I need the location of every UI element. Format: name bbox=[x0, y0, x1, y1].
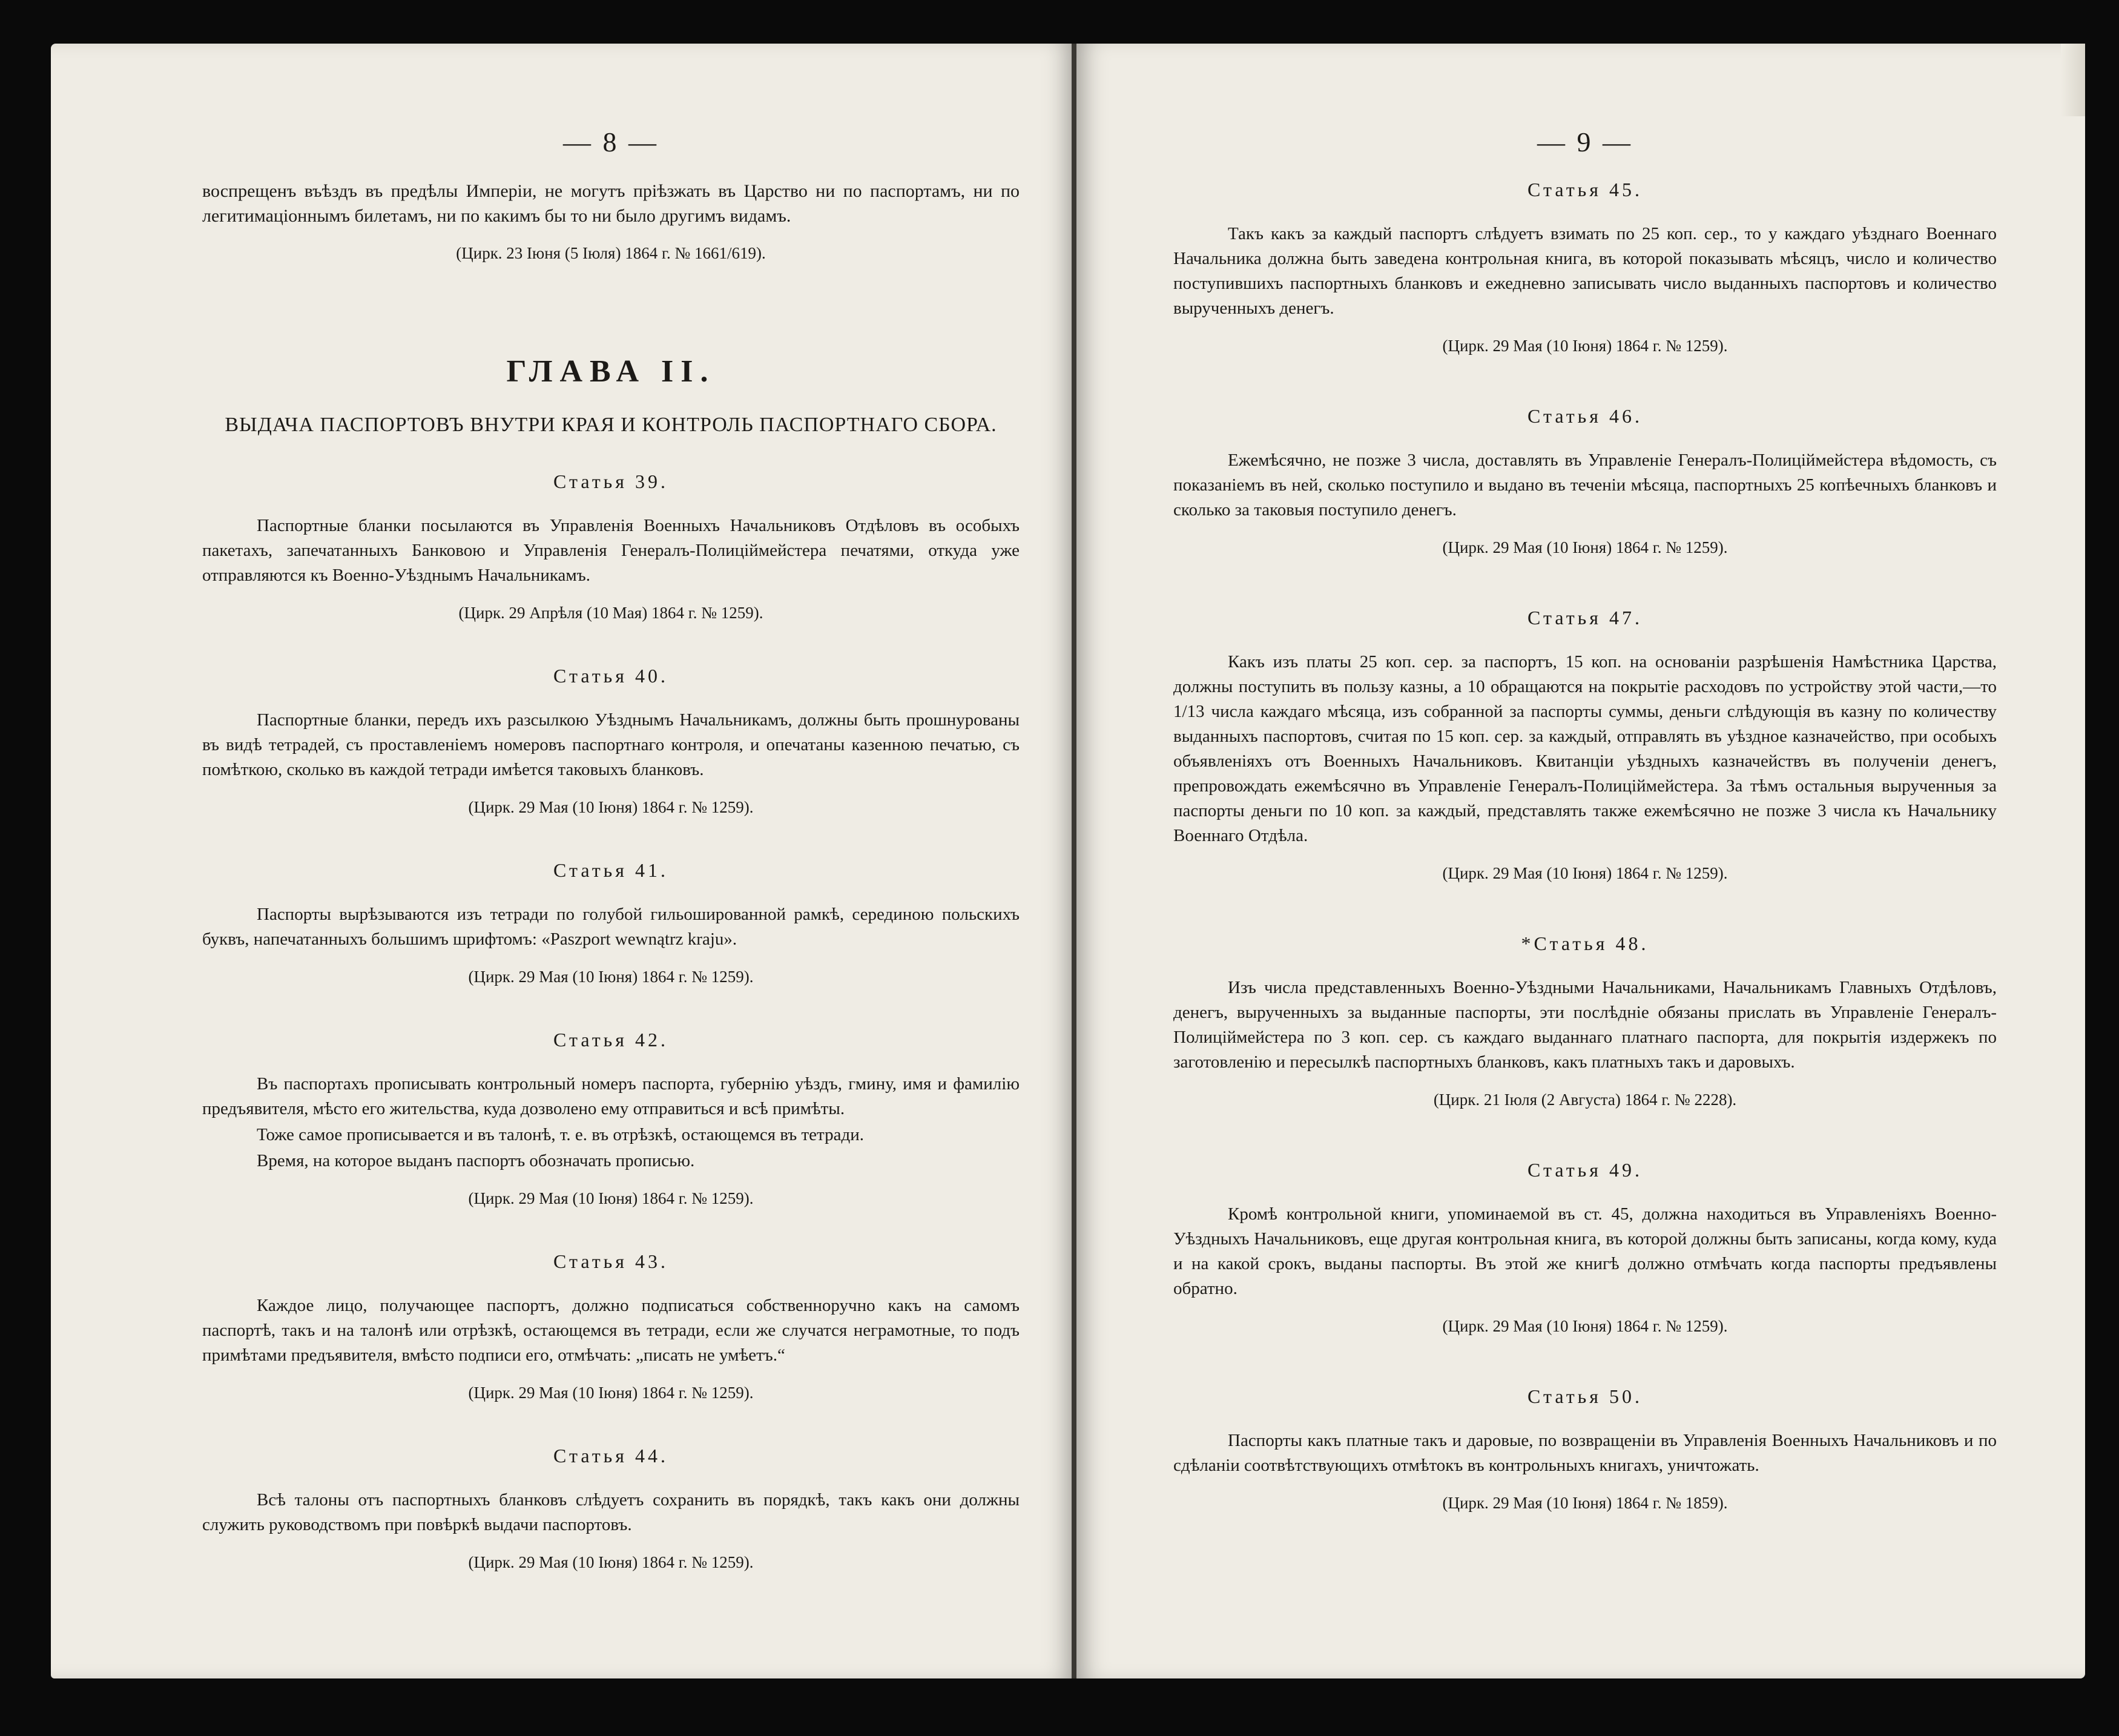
article bbox=[1173, 405, 1997, 557]
citation: (Цирк. 29 Мая (10 Іюня) 1864 г. № 1259). bbox=[1442, 864, 1728, 882]
article-paragraph: Кромѣ контрольной книги, упоминаемой въ ст. 45, должна находиться въ Управленіяхъ Военно-Уѣздныхъ Начальниковъ, еще другая контрольная книга, въ которой должны быть записаны, когда кому, куда и на какой срокъ, выданы паспорты. Въ этой же книгѣ должно отмѣчать когда паспорты предъявлены обратно. bbox=[1173, 1204, 1997, 1298]
article-title: Статья 49. bbox=[1527, 1159, 1643, 1181]
article-title: Статья 46. bbox=[1527, 405, 1643, 427]
article-paragraph: Паспортные бланки, передъ ихъ разсылкою Уѣзднымъ Начальникамъ, должны быть прошнурованы въ видѣ тетрадей, съ проставленіемъ номеровъ паспортнаго контроля, и опечатаны казенною печатью, съ помѣткою, сколько въ каждой тетради имѣется таковыхъ бланковъ. bbox=[202, 710, 1020, 779]
citation: (Цирк. 29 Мая (10 Іюня) 1864 г. № 1259). bbox=[468, 968, 754, 986]
article-paragraph: Всѣ талоны отъ паспортныхъ бланковъ слѣдуетъ сохранить въ порядкѣ, такъ какъ они должны служить руководствомъ при повѣркѣ выдачи паспортовъ. bbox=[202, 1490, 1020, 1534]
article bbox=[202, 470, 1020, 622]
article-paragraph: Паспортные бланки посылаются въ Управленія Военныхъ Начальниковъ Отдѣловъ въ особыхъ пакетахъ, запечатанныхъ Банковою и Управленія Генералъ-Полицiймейстера печатями, откуда уже отправляются къ Военно-Уѣзднымъ Начальникамъ. bbox=[202, 516, 1020, 585]
article-title: Статья 39. bbox=[553, 470, 668, 492]
article-paragraph: Ежемѣсячно, не позже 3 числа, доставлять въ Управленіе Генералъ-Полицiймейстера вѣдомость, съ показаніемъ въ ней, сколько поступило и выдано въ теченіи мѣсяца, паспортныхъ 25 копѣечныхъ бланковъ и сколько за таковыя поступило денегъ. bbox=[1173, 451, 1997, 520]
citation: (Цирк. 29 Мая (10 Іюня) 1864 г. № 1259). bbox=[468, 1553, 754, 1571]
article-paragraph: Такъ какъ за каждый паспортъ слѣдуетъ взимать по 25 коп. сер., то у каждаго уѣзднаго Военнаго Начальника должна быть заведена контрольная книга, въ которой показывать мѣсяцъ, число и количество поступившихъ паспортныхъ бланковъ и ежедневно записывать число выданныхъ паспортовъ и количество вырученныхъ денегъ. bbox=[1173, 224, 1997, 318]
article bbox=[1173, 1159, 1997, 1336]
article-paragraph: Какъ изъ платы 25 коп. сер. за паспортъ, 15 коп. на основаніи разрѣшенія Намѣстника Царства, должны поступить въ пользу казны, а 10 обращаются на покрытіе расходовъ по устройству этой части,—то 1/13 числа каждаго мѣсяца, изъ собранной за паспорты суммы, деньги слѣдующія въ казну по количеству выданныхъ паспортовъ, считая по 15 коп. сер. за каждый, отправлять въ уѣздное казначейство, при особыхъ объявленіяхъ отъ Военныхъ Начальниковъ. Квитанціи уѣздныхъ казначействъ въ полученіи денегъ, препровождать ежемѣсячно въ Управленіе Генералъ-Полицiймейстера. За тѣмъ остальныя вырученныя за паспорты деньги по 10 коп. за каждый, представлять также ежемѣсячно не позже 3 числа къ Начальнику Военнаго Отдѣла. bbox=[1173, 652, 1997, 845]
page-number: — 9 — bbox=[1537, 127, 1633, 157]
citation: (Цирк. 29 Мая (10 Іюня) 1864 г. № 1259). bbox=[1442, 1317, 1728, 1335]
article bbox=[202, 1445, 1020, 1572]
citation: (Цирк. 21 Іюля (2 Августа) 1864 г. № 2228). bbox=[1433, 1091, 1737, 1109]
left-page-column bbox=[202, 126, 1020, 1614]
article bbox=[1173, 932, 1997, 1109]
article bbox=[202, 1250, 1020, 1402]
article bbox=[1173, 1385, 1997, 1513]
citation: (Цирк. 29 Мая (10 Іюня) 1864 г. № 1259). bbox=[1442, 337, 1728, 355]
article-paragraph: Изъ числа представленныхъ Военно-Уѣздными Начальниками, Начальникамъ Главныхъ Отдѣловъ, денегъ, вырученныхъ за выданные паспорты, эти послѣдніе обязаны прислать въ Управленіе Генералъ-Полицiймейстера по 3 коп. сер. съ каждаго выданнаго платнаго паспорта, для покрытія издержекъ по заготовленію и пересылкѣ паспортныхъ бланковъ, какъ платныхъ такъ и даровыхъ. bbox=[1173, 978, 1997, 1072]
right-page-column bbox=[1173, 126, 1997, 1562]
article-title: Статья 43. bbox=[553, 1250, 668, 1272]
citation: (Цирк. 29 Мая (10 Іюня) 1864 г. № 1259). bbox=[468, 1189, 754, 1207]
article-paragraph: Паспорты вырѣзываются изъ тетради по голубой гильошированной рамкѣ, серединою польскихъ буквъ, напечатанныхъ большимъ шрифтомъ: «Paszport wewnątrz kraju». bbox=[202, 905, 1020, 949]
right-page bbox=[1076, 44, 2085, 1678]
article-paragraph: Каждое лицо, получающее паспортъ, должно подписаться собственноручно какъ на самомъ паспортѣ, такъ и на талонѣ или отрѣзкѣ, остающемся въ тетради, если же случатся неграмотные, то подъ примѣтами предъявителя, вмѣсто подписи его, отмѣчать: „писать не умѣетъ.“ bbox=[202, 1296, 1020, 1365]
article-paragraph: Тоже самое прописывается и въ талонѣ, т. е. въ отрѣзкѣ, остающемся въ тетради. bbox=[257, 1125, 864, 1144]
left-page bbox=[51, 44, 1074, 1678]
continuation-text: воспрещенъ въѣздъ въ предѣлы Имперіи, не могутъ пріѣзжать въ Царство ни по паспортамъ, ни по легитимаціоннымъ билетамъ, ни по какимъ бы то ни было другимъ видамъ. bbox=[202, 181, 1020, 226]
article-title: Статья 45. bbox=[1527, 179, 1643, 200]
article bbox=[1173, 179, 1997, 355]
article-title: Статья 50. bbox=[1527, 1385, 1643, 1407]
citation: (Цирк. 29 Апрѣля (10 Мая) 1864 г. № 1259). bbox=[458, 604, 763, 622]
citation: (Цирк. 29 Мая (10 Іюня) 1864 г. № 1259). bbox=[468, 1384, 754, 1402]
article-title: Статья 44. bbox=[553, 1445, 668, 1467]
article bbox=[202, 1029, 1020, 1208]
article-title: Статья 47. bbox=[1527, 607, 1643, 629]
article bbox=[202, 859, 1020, 986]
article-title: Статья 41. bbox=[553, 859, 668, 881]
page-number: — 8 — bbox=[563, 127, 659, 157]
article bbox=[202, 665, 1020, 817]
article-paragraph: Паспорты какъ платные такъ и даровые, по возвращеніи въ Управленія Военныхъ Начальниковъ и по сдѣланіи соотвѣтствующихъ отмѣтокъ въ контрольныхъ книгахъ, уничтожать. bbox=[1173, 1431, 1997, 1475]
article bbox=[1173, 607, 1997, 883]
citation: (Цирк. 29 Мая (10 Іюня) 1864 г. № 1859). bbox=[1442, 1494, 1728, 1512]
citation: (Цирк. 29 Мая (10 Іюня) 1864 г. № 1259). bbox=[468, 798, 754, 816]
citation: (Цирк. 29 Мая (10 Іюня) 1864 г. № 1259). bbox=[1442, 538, 1728, 556]
article-title: Статья 42. bbox=[553, 1029, 668, 1051]
citation: (Цирк. 23 Іюня (5 Іюля) 1864 г. № 1661/619). bbox=[456, 244, 766, 262]
article-paragraph: Въ паспортахъ прописывать контрольный номеръ паспорта, губернію уѣздъ, гмину, имя и фамилію предъявителя, мѣсто его жительства, куда дозволено ему отправиться и всѣ примѣты. bbox=[202, 1074, 1020, 1118]
page-corner bbox=[2061, 44, 2085, 116]
chapter-title: ГЛАВА II. bbox=[506, 354, 716, 389]
article-title: Статья 40. bbox=[553, 665, 668, 687]
article-title: *Статья 48. bbox=[1521, 932, 1649, 954]
chapter-subtitle: ВЫДАЧА ПАСПОРТОВЪ ВНУТРИ КРАЯ И КОНТРОЛЬ ПАСПОРТНАГО СБОРА. bbox=[225, 414, 997, 436]
article-paragraph: Время, на которое выданъ паспортъ обозначать прописью. bbox=[257, 1151, 695, 1170]
